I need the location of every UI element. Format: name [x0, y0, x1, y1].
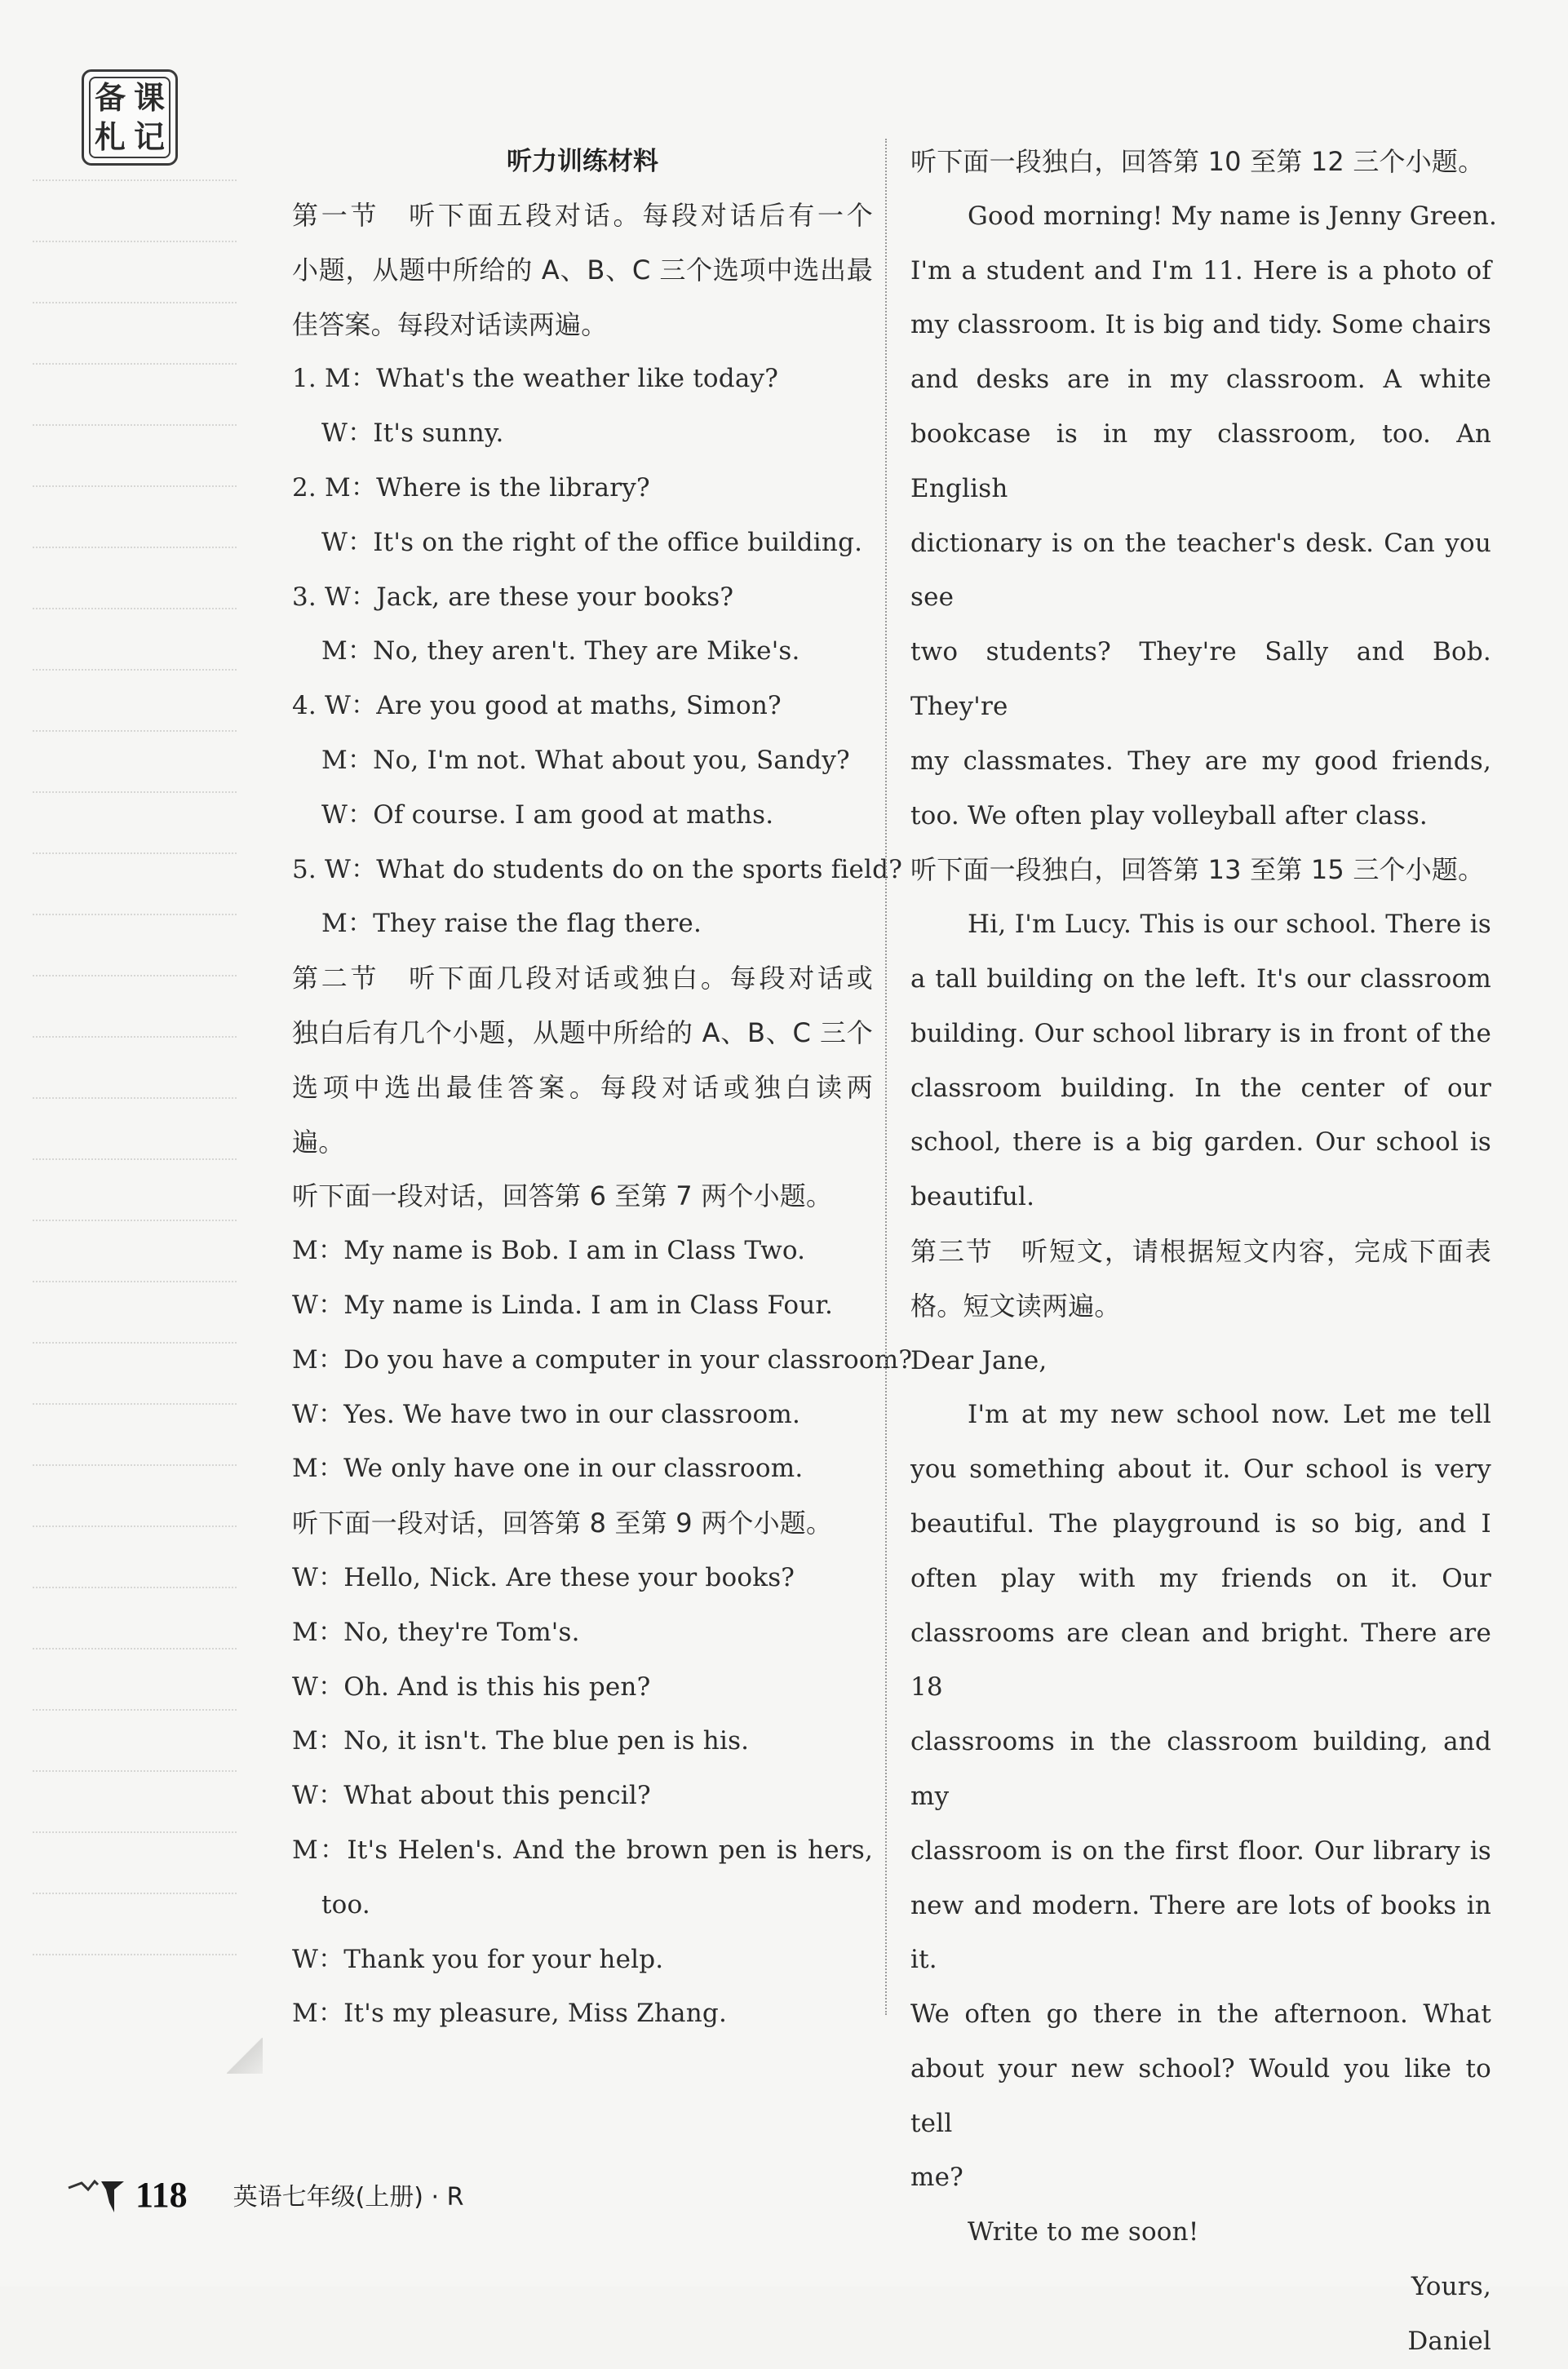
note-rule-line [33, 1464, 237, 1466]
note-rule-line [33, 1281, 237, 1282]
text-line: W：Hello, Nick. Are these your books? [292, 1562, 795, 1592]
text-line: a tall building on the left. It's our classroom [910, 963, 1491, 994]
text-line: W：It's sunny. [321, 418, 504, 449]
stamp-char: 记 [133, 119, 165, 155]
text-line: 佳答案。每段对话读两遍。 [292, 308, 608, 340]
note-rule-line [33, 1648, 237, 1649]
text-line: W：Thank you for your help. [292, 1944, 664, 1974]
text-line: M：No, they're Tom's. [292, 1617, 580, 1647]
text-line: often play with my friends on it. Our [910, 1563, 1491, 1593]
note-rule-line [33, 1893, 237, 1894]
text-line: building. Our school library is in front of the [910, 1018, 1491, 1048]
text-line: 4. W：Are you good at maths, Simon? [292, 691, 782, 721]
note-rule-line [33, 485, 237, 487]
text-line: too. We often play volleyball after class. [910, 800, 1428, 830]
note-rule-line [33, 424, 237, 426]
text-line: 选项中选出最佳答案。每段对话或独白读两 [292, 1071, 873, 1103]
left-column [292, 135, 913, 2041]
note-rule-line [33, 1403, 237, 1405]
text-line: W：It's on the right of the office building. [321, 527, 863, 557]
text-line: Write to me soon! [968, 2217, 1199, 2247]
book-title: 英语七年级(上册) · R [233, 2183, 464, 2212]
text-line: beautiful. The playground is so big, and I [910, 1508, 1491, 1539]
text-line: 第二节 听下面几段对话或独白。每段对话或 [292, 963, 873, 994]
text-line: I'm a student and I'm 11. Here is a photo of [910, 255, 1491, 286]
note-rule-line [33, 1097, 237, 1099]
stamp-grid [89, 77, 171, 158]
note-rule-line [33, 1709, 237, 1711]
note-rule-line [33, 363, 237, 365]
text-line: M：No, it isn't. The blue pen is his. [292, 1726, 750, 1756]
text-line: We often go there in the afternoon. What [910, 1999, 1491, 2030]
note-rule-line [33, 852, 237, 854]
note-rule-line [33, 975, 237, 976]
text-line: 听下面一段独白，回答第 10 至第 12 三个小题。 [910, 146, 1485, 177]
text-line: classroom is on the first floor. Our library is [910, 1835, 1491, 1866]
note-rule-line [33, 1342, 237, 1344]
note-rule-line [33, 1587, 237, 1588]
text-line: W：What about this pencil? [292, 1781, 651, 1811]
text-line: bookcase is in my classroom, too. An English [910, 418, 1491, 503]
text-line: my classmates. They are my good friends, [910, 746, 1491, 776]
text-line: M：They raise the flag there. [321, 909, 702, 939]
text-line: two students? They're Sally and Bob. They're [910, 637, 1491, 721]
text-line: M：My name is Bob. I am in Class Two. [292, 1236, 806, 1266]
footer-logo-icon [65, 2170, 131, 2219]
text-line: my classroom. It is big and tidy. Some chairs [910, 310, 1491, 340]
text-line: 听下面一段对话，回答第 6 至第 7 两个小题。 [292, 1180, 833, 1212]
text-line: you something about it. Our school is very [910, 1455, 1491, 1485]
text-line: dictionary is on the teacher's desk. Can you see [910, 528, 1491, 613]
text-line: M：It's my pleasure, Miss Zhang. [292, 1999, 728, 2029]
margin-notes-area [33, 179, 237, 2015]
text-line: W：Of course. I am good at maths. [321, 799, 774, 830]
text-line: W：Yes. We have two in our classroom. [292, 1399, 801, 1429]
text-line: M：It's Helen's. And the brown pen is hers, [292, 1835, 873, 1865]
note-rule-line [33, 302, 237, 303]
text-line: classrooms are clean and bright. There are 18 [910, 1618, 1491, 1703]
note-rule-line [33, 914, 237, 915]
text-line: 3. W：Jack, are these your books? [292, 582, 734, 612]
stamp-char: 课 [133, 80, 165, 116]
text-line: W：Oh. And is this his pen? [292, 1672, 651, 1702]
page-footer [65, 2166, 463, 2223]
text-line: W：My name is Linda. I am in Class Four. [292, 1290, 834, 1320]
text-line: about your new school? Would you like to tell [910, 2053, 1491, 2138]
text-line: too. [321, 1889, 370, 1920]
note-rule-line [33, 1831, 237, 1833]
note-rule-line [33, 241, 237, 242]
note-rule-line [33, 608, 237, 609]
text-line: 遍。 [292, 1126, 345, 1158]
text-line: Daniel [1407, 2326, 1491, 2356]
text-line: 2. M：Where is the library? [292, 472, 650, 503]
text-line: school, there is a big garden. Our school is [910, 1127, 1491, 1158]
text-line: 听下面一段独白，回答第 13 至第 15 三个小题。 [910, 854, 1485, 886]
note-rule-line [33, 179, 237, 181]
note-rule-line [33, 791, 237, 793]
note-rule-line [33, 1158, 237, 1160]
stamp-char: 备 [94, 80, 126, 116]
left-text-block [292, 188, 913, 2041]
text-line: M：Do you have a computer in your classroom? [292, 1344, 913, 1375]
text-line: M：No, I'm not. What about you, Sandy? [321, 745, 850, 775]
text-line: Good morning! My name is Jenny Green. [968, 201, 1498, 231]
right-column [910, 135, 1498, 2369]
text-line: classroom building. In the center of our [910, 1073, 1491, 1103]
note-rule-line [33, 1036, 237, 1038]
note-rule-line [33, 1770, 237, 1772]
text-line: 小题，从题中所给的 A、B、C 三个选项中选出最 [292, 254, 873, 286]
text-line: beautiful. [910, 1182, 1035, 1212]
note-rule-line [33, 1954, 237, 1955]
page-number: 118 [135, 2174, 188, 2215]
lesson-notes-stamp [82, 69, 178, 166]
note-rule-line [33, 1220, 237, 1221]
text-line: I'm at my new school now. Let me tell [968, 1400, 1491, 1430]
page-title: 听力训练材料 [507, 147, 658, 176]
text-line: 1. M：What's the weather like today? [292, 364, 779, 394]
text-line: Yours, [1411, 2272, 1491, 2302]
text-line: 第三节 听短文，请根据短文内容，完成下面表 [910, 1235, 1491, 1267]
text-line: and desks are in my classroom. A white [910, 365, 1491, 395]
text-line: new and modern. There are lots of books in it. [910, 1890, 1491, 1975]
text-line: classrooms in the classroom building, and my [910, 1727, 1491, 1811]
note-rule-line [33, 547, 237, 548]
text-line: M：We only have one in our classroom. [292, 1454, 804, 1484]
note-rule-line [33, 730, 237, 732]
page-curl-decoration [227, 2038, 263, 2074]
note-rule-line [33, 1525, 237, 1527]
stamp-char: 札 [94, 119, 126, 155]
text-line: Dear Jane, [910, 1345, 1048, 1375]
text-line: 独白后有几个小题，从题中所给的 A、B、C 三个 [292, 1016, 873, 1048]
text-line: 5. W：What do students do on the sports field? [292, 854, 903, 884]
note-rule-line [33, 669, 237, 671]
column-divider [885, 139, 887, 2015]
text-line: 格。短文读两遍。 [910, 1290, 1121, 1322]
text-line: M：No, they aren't. They are Mike's. [321, 636, 800, 666]
right-text-block [910, 135, 1498, 2369]
text-line: 第一节 听下面五段对话。每段对话后有一个 [292, 200, 873, 231]
text-line: 听下面一段对话，回答第 8 至第 9 两个小题。 [292, 1508, 833, 1539]
text-line: me? [910, 2163, 963, 2193]
text-line: Hi, I'm Lucy. This is our school. There is [968, 910, 1491, 940]
